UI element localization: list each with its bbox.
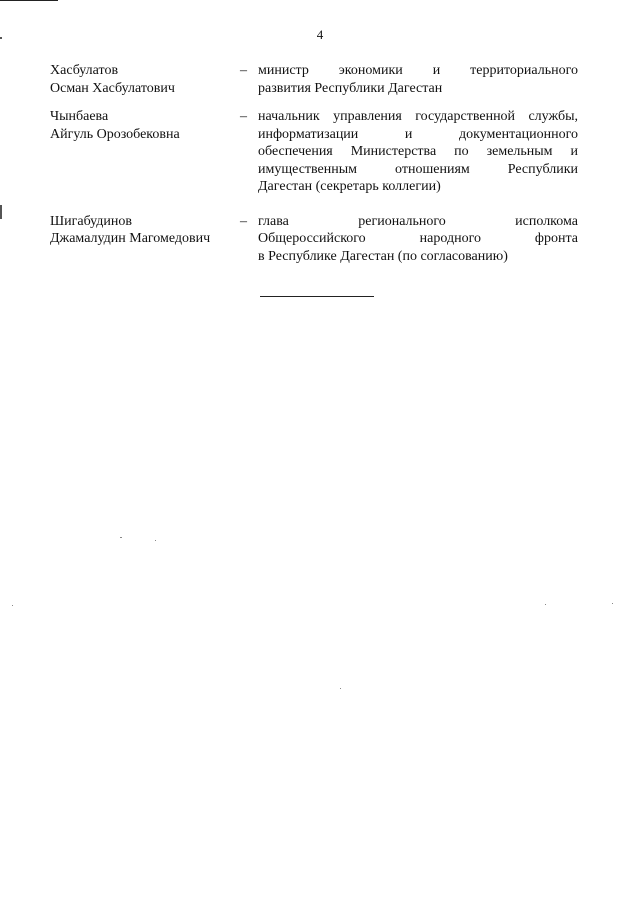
- scan-mark: [0, 205, 2, 219]
- member-row: [50, 62, 580, 97]
- role-line: информатизации и документационного: [258, 126, 578, 142]
- role-line: министр экономики и территориального: [258, 63, 578, 78]
- scan-speck: [120, 537, 122, 538]
- member-dash: –: [240, 213, 247, 229]
- scan-speck: [340, 688, 341, 689]
- member-name: [50, 108, 240, 143]
- member-dash: –: [240, 63, 247, 78]
- member-list: [50, 62, 580, 265]
- member-role: [258, 62, 578, 97]
- member-surname: Шигабудинов: [50, 213, 132, 229]
- member-given-name: Осман Хасбулатович: [50, 80, 175, 96]
- member-role: [258, 213, 578, 266]
- scan-speck: [155, 540, 156, 541]
- page-number: 4: [316, 27, 324, 42]
- member-row: [50, 108, 580, 196]
- member-surname: Хасбулатов: [50, 63, 119, 78]
- member-row: [50, 213, 580, 266]
- end-of-list-rule: [260, 296, 374, 297]
- scan-speck: [612, 603, 613, 604]
- role-line: имущественным отношениям Республики: [258, 161, 578, 177]
- role-line: Общероссийского народного фронта: [258, 231, 578, 246]
- role-line: начальник управления государственной службы,: [258, 109, 578, 124]
- member-name: [50, 213, 240, 248]
- member-dash: –: [240, 109, 247, 124]
- scan-speck: [12, 605, 13, 606]
- role-line: Дагестан (секретарь коллегии): [258, 179, 441, 194]
- member-name: [50, 62, 240, 97]
- top-edge-rule: [0, 0, 58, 1]
- role-line: в Республике Дагестан (по согласованию): [258, 248, 508, 264]
- role-line: глава регионального исполкома: [258, 213, 578, 229]
- role-line: обеспечения Министерства по земельным и: [258, 144, 578, 159]
- role-line: развития Республики Дагестан: [258, 80, 443, 96]
- member-surname: Чынбаева: [50, 109, 109, 124]
- member-given-name: Айгуль Орозобековна: [50, 126, 180, 142]
- scan-speck: [545, 604, 546, 605]
- member-role: [258, 108, 578, 196]
- member-given-name: Джамалудин Магомедович: [50, 231, 211, 246]
